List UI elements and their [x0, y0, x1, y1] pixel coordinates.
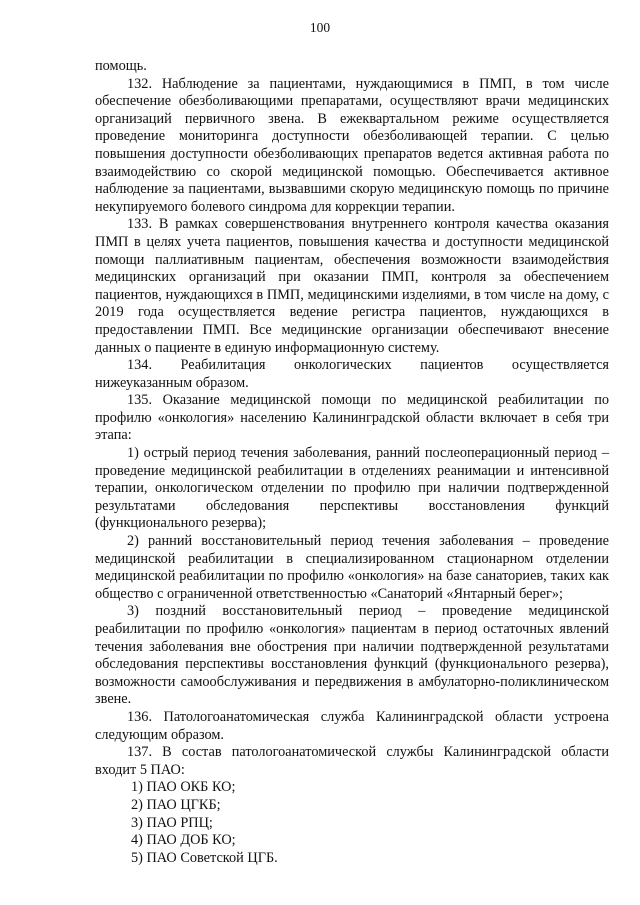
- paragraph-continuation: помощь.: [95, 58, 147, 74]
- list-item: 4) ПАО ДОБ КО;: [131, 832, 236, 849]
- paragraph-137: 137. В состав патологоанатомической службы Калининградской области входит 5 ПАО:: [95, 744, 609, 778]
- list-item: 5) ПАО Советской ЦГБ.: [131, 849, 278, 866]
- paragraph-134: 134. Реабилитация онкологических пациентов осуществляется нижеуказанным образом.: [95, 357, 609, 391]
- list-item: 3) ПАО РПЦ;: [131, 814, 213, 831]
- paragraph-136: 136. Патологоанатомическая служба Калининградской области устроена следующим образом.: [95, 708, 609, 743]
- paragraph-135: 135. Оказание медицинской помощи по медицинской реабилитации по профилю «онкология» населению Калининградской области включает в себя три этапа:: [95, 392, 609, 444]
- paragraph-135-stage-1: 1) острый период течения заболевания, ранний послеоперационный период – проведение медицинской реабилитации в отделениях реанимации и интенсивной терапии, онкологическом отделении по профилю при наличии подтвержденной результатами обследования перспективы восстановления функций (функционального резерва);: [95, 445, 609, 532]
- page-number: 100: [309, 20, 331, 35]
- paragraph-132: 132. Наблюдение за пациентами, нуждающимися в ПМП, в том числе обеспечение обезболивающими препаратами, осуществляют врачи медицинских организаций первичного звена. В ежеквартальном режиме осуществляется проведение мониторинга доступности обезболивающей терапии. С целью повышения доступности обезболивающих препаратов ведется активная работа по взаимодействию со скорой медицинской помощью. Обеспечивается активное наблюдение за пациентами, вызвавшими скорую медицинскую помощь по причине некупируемого болевого синдрома для коррекции терапии.: [95, 75, 609, 215]
- list-item: 2) ПАО ЦГКБ;: [131, 796, 221, 813]
- list-item: 1) ПАО ОКБ КО;: [131, 779, 236, 796]
- paragraph-135-stage-2: 2) ранний восстановительный период течения заболевания – проведение медицинской реабилитации в специализированном стационарном отделении медицинской реабилитации по профилю «онкология» на базе санаториев, таких как общество с ограниченной ответственностью «Санаторий «Янтарный берег»;: [95, 533, 609, 602]
- document-body: [95, 58, 609, 867]
- paragraph-135-stage-3: 3) поздний восстановительный период – проведение медицинской реабилитации по профилю «онкология» пациентам в период остаточных явлений течения заболевания вне обострения при наличии подтвержденной результатами обследования перспективы восстановления функций (функционального резерва), возможности самообслуживания и передвижения в амбулаторно-поликлиническом звене.: [95, 603, 609, 708]
- paragraph-133: 133. В рамках совершенствования внутреннего контроля качества оказания ПМП в целях учета пациентов, повышения качества и доступности медицинской помощи паллиативным пациентам, обеспечения возможности взаимодействия медицинских организаций при оказании ПМП, контроля за обеспечением пациентов, нуждающихся в ПМП, медицинскими изделиями, в том числе на дому, с 2019 года осуществляется ведение регистра пациентов, нуждающихся в предоставлении ПМП. Все медицинские организации обеспечивают внесение данных о пациенте в единую информационную систему.: [95, 216, 609, 356]
